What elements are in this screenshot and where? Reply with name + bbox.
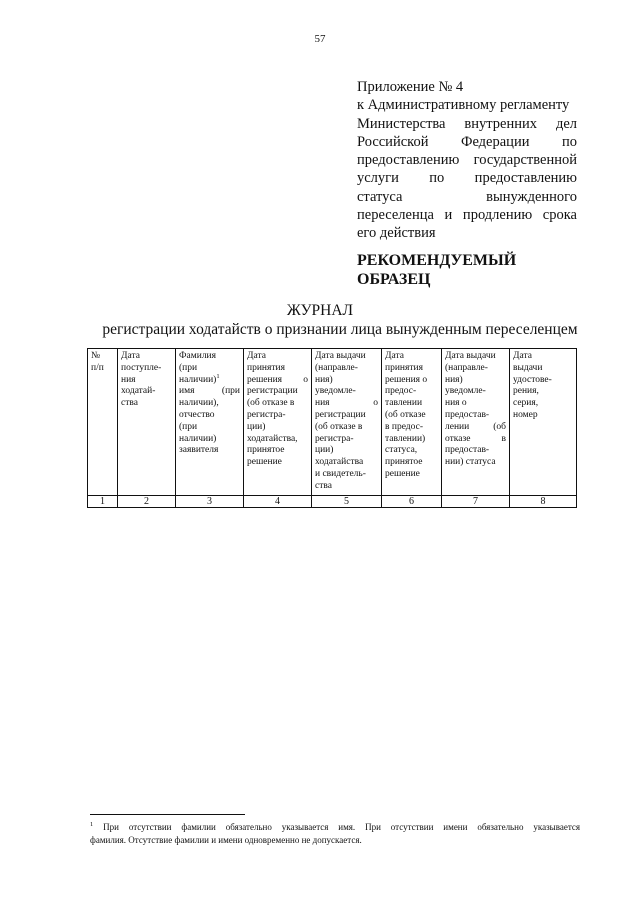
appendix-line: его действия <box>357 225 436 242</box>
header-line: рения, <box>513 386 539 397</box>
column-number-cell: 5 <box>312 495 382 507</box>
header-line: ния <box>121 374 136 385</box>
header-line: ции) <box>247 421 266 432</box>
header-line: (об отказе в <box>315 421 363 432</box>
header-cell-applicant-name <box>176 349 244 496</box>
header-line: ния о <box>445 398 467 409</box>
footnote-line: фамилия. Отсутствие фамилии и имени одновременно не допускается. <box>90 835 362 845</box>
header-line: Дата <box>513 351 532 361</box>
column-number-cell: 6 <box>382 495 442 507</box>
footnote-mark: 1 <box>90 821 94 828</box>
page-number: 57 <box>314 33 326 45</box>
column-number-cell: 3 <box>176 495 244 507</box>
header-line: статуса, <box>385 445 418 456</box>
header-line: Дата выдачи <box>315 351 366 361</box>
header-line: ния) <box>445 374 463 385</box>
header-line: принятия <box>247 362 285 373</box>
appendix-line: Министерства внутренних дел <box>357 115 577 132</box>
header-line: (направле- <box>315 362 358 373</box>
header-line: (об отказе в <box>247 398 295 409</box>
header-line: серия, <box>513 398 539 409</box>
header-line <box>179 372 240 387</box>
header-line: наличии) <box>179 433 217 444</box>
header-line: решение <box>247 457 282 468</box>
appendix-line: предоставлению государственной <box>357 152 577 169</box>
header-line: (при <box>179 362 198 373</box>
header-line: ния) <box>315 374 333 385</box>
footnote-text: При отсутствии фамилии обязательно указывается имя. При отсутствии имени обязательно указывается <box>103 822 580 832</box>
header-line: (направле- <box>445 362 488 373</box>
header-cell-receipt-date <box>118 349 176 496</box>
header-line: (об отказе <box>385 409 426 420</box>
column-number-cell: 8 <box>510 495 577 507</box>
header-line: регистрации <box>247 386 298 397</box>
header-line: уведомле- <box>445 386 486 397</box>
header-line: ходатай- <box>121 386 156 397</box>
header-line: отказе в <box>445 433 506 444</box>
header-line: предос- <box>385 386 417 397</box>
header-line: принятое <box>385 457 423 468</box>
header-line: Дата <box>385 351 404 361</box>
footnote-line <box>90 821 580 834</box>
header-line: в предос- <box>385 421 423 432</box>
column-number-cell: 7 <box>442 495 510 507</box>
table-header-row <box>88 349 577 496</box>
journal-subtitle: регистрации ходатайств о признании лица вынужденным переселенцем <box>102 321 578 338</box>
header-line: п/п <box>91 362 104 373</box>
table-column-number-row <box>88 495 577 507</box>
header-line: поступле- <box>121 362 162 373</box>
header-line: Дата <box>121 351 140 361</box>
header-line: Дата <box>247 351 266 361</box>
recommended-line: РЕКОМЕНДУЕМЫЙ <box>357 252 517 269</box>
header-line: предостав- <box>445 445 490 456</box>
header-line: решения о <box>247 374 308 385</box>
journal-table <box>87 348 577 508</box>
header-line: тавлении) <box>385 433 426 444</box>
appendix-line: статуса вынужденного <box>357 188 577 205</box>
header-cell-notification-date <box>312 349 382 496</box>
header-line: нии) статуса <box>445 457 496 468</box>
column-number-cell: 1 <box>88 495 118 507</box>
header-line: заявителя <box>179 445 219 456</box>
header-line: ства <box>121 398 138 409</box>
header-line: регистра- <box>247 409 286 420</box>
header-line: регистрации <box>315 409 366 420</box>
header-line: Фамилия <box>179 351 217 361</box>
header-line: ства <box>315 480 332 491</box>
header-line: решение <box>385 468 420 479</box>
appendix-line: к Административному регламенту <box>357 97 570 114</box>
appendix-line: переселенца и продлению срока <box>357 207 577 224</box>
header-cell-number <box>88 349 118 496</box>
journal-title: ЖУРНАЛ <box>286 302 354 319</box>
recommended-sample-label <box>357 251 577 289</box>
header-line: (при <box>179 421 198 432</box>
header-line: уведомле- <box>315 386 356 397</box>
header-cell-status-notification-date <box>442 349 510 496</box>
header-line: тавлении <box>385 398 423 409</box>
header-line: ния о <box>315 398 378 409</box>
header-line: отчество <box>179 409 215 420</box>
footnote-divider <box>90 814 245 815</box>
appendix-line: Российской Федерации по <box>357 133 577 150</box>
appendix-heading <box>357 78 577 243</box>
header-line-text: наличии) <box>179 374 217 385</box>
header-line: регистра- <box>315 433 354 444</box>
header-line: имя (при <box>179 386 240 397</box>
footnote-mark: 1 <box>216 372 220 380</box>
header-line: ходатайства, <box>247 433 298 444</box>
header-line: Дата выдачи <box>445 351 496 361</box>
header-line: ходатайства <box>315 457 364 468</box>
appendix-line: Приложение № 4 <box>357 79 464 95</box>
header-line: лении (об <box>445 421 506 432</box>
header-line: принятое <box>247 445 285 456</box>
column-number-cell: 4 <box>244 495 312 507</box>
header-cell-status-decision <box>382 349 442 496</box>
header-cell-registration-decision <box>244 349 312 496</box>
recommended-line: ОБРАЗЕЦ <box>357 271 431 288</box>
footnote <box>90 821 580 847</box>
header-line: и свидетель- <box>315 468 366 479</box>
appendix-line: услуги по предоставлению <box>357 170 577 187</box>
header-line: выдачи <box>513 362 543 373</box>
header-line: решения о <box>385 374 428 385</box>
header-line: наличии), <box>179 398 219 409</box>
column-number-cell: 2 <box>118 495 176 507</box>
header-line: ции) <box>315 445 334 456</box>
header-cell-certificate-date <box>510 349 577 496</box>
header-line: предостав- <box>445 409 490 420</box>
header-line: № <box>91 351 101 361</box>
header-line: удостове- <box>513 374 552 385</box>
header-line: принятия <box>385 362 423 373</box>
header-line: номер <box>513 409 538 420</box>
